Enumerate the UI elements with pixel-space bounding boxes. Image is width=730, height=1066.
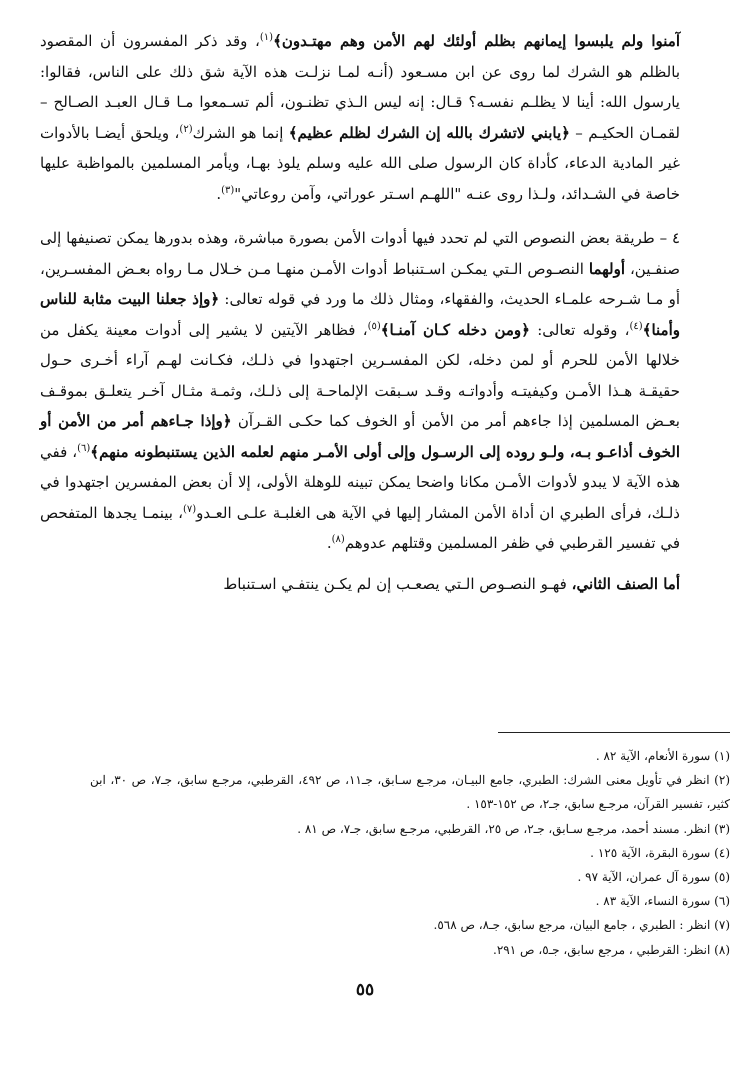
- footnote-item: (٨) انظر: القرطبي ، مرجع سابق، جـ٥، ص ٢٩١.: [493, 942, 730, 957]
- text-segment: فهـو النصـوص الـتي يصعـب إن لم يكـن ينتفـي اسـتنباط: [223, 574, 572, 593]
- quoted-verse: ﴿وإذا جـاءهم أمر من الأمن أو الخوف أذاعـو بـه، ولـو روده إلى الرسـول وإلى أولى الأمـر منهم لعلمه الذين يستنبطونه منهم﴾: [40, 412, 680, 461]
- footnote-marker: (٦): [77, 442, 91, 454]
- body-paragraph: [40, 569, 680, 600]
- quoted-verse: آمنوا ولم يلبسوا إيمانهم بظلم أولئك لهم الأمن وهم مهتـدون﴾: [273, 32, 680, 50]
- footnote-item: (٧) انظر : الطبري ، جامع البيان، مرجع سابق، جـ٨، ص ٥٦٨.: [433, 918, 730, 933]
- footnote-marker: (٥): [367, 320, 381, 332]
- footnote-item: (٢) انظر في تأويل معنى الشرك: الطبري، جامع البيـان، مرجـع سـابق، جـ١١، ص ٤٩٢، القرطبي، مرجـع سابق، جـ٧، ص ٣٠، ابن كثير، تفسير القرآن، مرجـع سابق، جـ٢، ص ١٥٢-١٥٣ .: [90, 773, 730, 812]
- footnote-marker: (٣): [221, 184, 235, 196]
- footnote-item: (٣) انظر. مسند أحمد، مرجـع سـابق، جـ٢، ص ٢٥، القرطبي، مرجـع سابق، جـ٧، ص ٨١ .: [297, 821, 730, 836]
- text-segment: النصـوص الـتي يمكـن اسـتنباط أدوات الأمـن منهـا مـن خـلال مـا رواه بعـض المفسـرين، أو مـا شـرحه علمـاء الحديث، والفقهاء، ومثال ذلك ما ورد في قوله تعالى:: [40, 259, 680, 308]
- quoted-verse: ﴿ومن دخله كـان آمنـا﴾: [380, 320, 530, 339]
- body-paragraph: [40, 223, 680, 559]
- footnote-divider: [498, 732, 730, 733]
- page-number: ٥٥: [355, 980, 375, 1000]
- text-segment: ، ويلحق أيضـا بالأدوات غير المادية الدعاء، كأداة كان الرسول صلى الله عليه وسلم يلوذ بهـا، ويأمر المسلمين بالمواظبة عليها خاصة في الشـدائد، ولـذا روى عنـه "اللهـم اسـتر عوراتي، وآمن روعاتي": [40, 123, 680, 203]
- body-text: [40, 26, 680, 599]
- footnote-marker: (١): [259, 32, 274, 43]
- footnote-item: (٦) سورة النساء، الآية ٨٣ .: [595, 894, 730, 909]
- text-segment: ٤ – طريقة بعض النصوص التي لم تحدد فيها أدوات الأمن بصورة مباشرة، وهذه بدورها يمكن تصنيفها إلى صنفـين،: [40, 229, 680, 278]
- footnote-item: (١) سورة الأنعام، الآية ٨٢ .: [595, 749, 730, 763]
- text-segment: ، فظاهر الآيتين لا يشير إلى أدوات معينة يكفل من خلالها الأمن للحرم أو لمن دخله، لكن المفسـرين اجتهدوا في ذلـك، فكـانت لهـم آراء أخـرى حـول حقيقـة هـذا الأمـن وكيفيتـه وأدواتـه وقـد سـبقت الإلماحـة إلى ذلـك، وثمـة مثـال آخـر يتعلـق بموقـف بعـض المسلمين إذا جاءهم أمر من الأمن أو الخوف كما حكـى القـرآن: [40, 320, 680, 430]
- quoted-verse: أما الصنف الثاني،: [571, 574, 680, 593]
- text-segment: ، وقد ذكر المفسرون أن المقصود بالظلم هو الشرك لما روى عن ابن مسـعود (أنـه لمـا نزلـت هذه الآية شق ذلك على الناس، فقالوا: يارسول الله: أينا لا يظلـم نفسـه؟ قـال: إنه ليس الـذي تظنـون، ألم تسـمعوا مـا قـال العبـد الصـالح – لقمـان الحكيـم –: [40, 32, 680, 142]
- footnote-item: (٥) سورة آل عمران، الآية ٩٧ .: [577, 870, 730, 885]
- footnotes-list: [90, 744, 730, 962]
- text-segment: ، بينمـا يجدها المتفحص في تفسير القرطبي في ظفر المسلمين وقتلهم عدوهم: [40, 503, 680, 552]
- quoted-verse: ﴿وإذ جعلنا البيت مثابة للناس وأمنا﴾: [40, 290, 680, 339]
- footnote-marker: (٨): [331, 534, 345, 545]
- text-segment: .: [326, 534, 332, 552]
- text-segment: ، وقوله تعالى:: [529, 320, 630, 339]
- footnote-marker: (٢): [179, 123, 193, 135]
- footnote-marker: (٤): [629, 320, 643, 332]
- quoted-verse: أولهما: [588, 259, 626, 278]
- footnote-marker: (٧): [182, 503, 197, 515]
- body-paragraph: [40, 26, 680, 209]
- quoted-verse: ﴿يابني لاتشرك بالله إن الشرك لظلم عظيم﴾: [288, 123, 570, 142]
- text-segment: .: [216, 184, 222, 203]
- footnote-item: (٤) سورة البقرة، الآية ١٢٥ .: [590, 845, 730, 860]
- text-segment: ، ففي هذه الآية لا يبدو لأدوات الأمـن مكانا واضحا يمكن تبينه للوهلة الأولى، إلا أن بعض المفسرين اجتهدوا في ذلـك، فرأى الطبري ان أداة الأمن المشار إليها في الآية هى الغلبـة علـى العـدو: [40, 442, 680, 522]
- text-segment: إنما هو الشرك: [192, 123, 289, 142]
